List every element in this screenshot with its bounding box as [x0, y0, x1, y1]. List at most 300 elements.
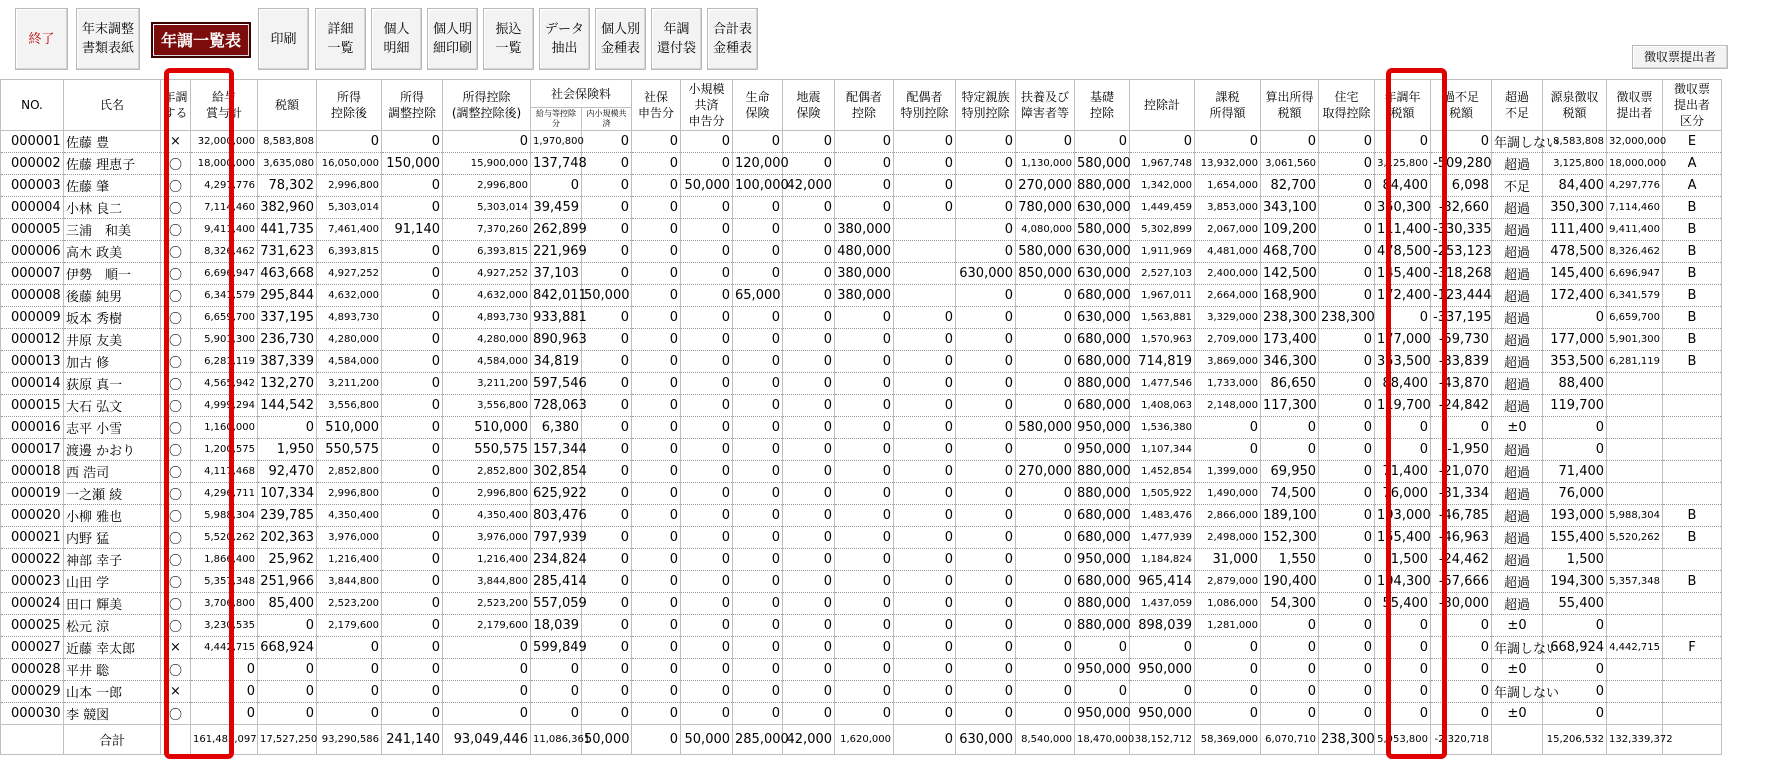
row-income-adj[interactable]: 0: [382, 637, 443, 659]
row-taxable[interactable]: 2,879,000: [1195, 571, 1261, 593]
row-life[interactable]: 0: [733, 263, 783, 285]
row-over-short-tax[interactable]: -21,070: [1431, 461, 1492, 483]
row-small-mutual[interactable]: 0: [681, 659, 733, 681]
row-taxable[interactable]: 2,148,000: [1195, 395, 1261, 417]
row-social-report[interactable]: 0: [632, 197, 681, 219]
row-calc-tax[interactable]: 0: [1261, 681, 1319, 703]
row-life[interactable]: 0: [733, 307, 783, 329]
row-submitter[interactable]: 32,000,000: [1607, 131, 1663, 153]
row-nencho-check[interactable]: 〇: [161, 527, 191, 549]
row-tax[interactable]: 92,470: [258, 461, 317, 483]
row-social-report[interactable]: 0: [632, 329, 681, 351]
row-life[interactable]: 0: [733, 351, 783, 373]
row-salary[interactable]: 4,297,776: [191, 175, 258, 197]
row-quake[interactable]: 0: [783, 483, 835, 505]
row-over-short-tax[interactable]: -330,335: [1431, 219, 1492, 241]
row-small-mutual[interactable]: 0: [681, 263, 733, 285]
row-annual-tax[interactable]: 177,000: [1375, 329, 1431, 351]
row-over-short-tax[interactable]: -33,839: [1431, 351, 1492, 373]
row-small-mutual[interactable]: 0: [681, 637, 733, 659]
row-dependents[interactable]: 0: [1016, 307, 1075, 329]
row-social-small[interactable]: 0: [582, 263, 632, 285]
row-spouse-special[interactable]: 0: [894, 175, 956, 197]
row-submitter[interactable]: 6,659,700: [1607, 307, 1663, 329]
row-social[interactable]: 157,344: [531, 439, 582, 461]
row-dependents[interactable]: 0: [1016, 593, 1075, 615]
row-life[interactable]: 0: [733, 703, 783, 725]
row-class[interactable]: [1663, 417, 1722, 439]
row-dependents[interactable]: 0: [1016, 439, 1075, 461]
row-spouse[interactable]: 0: [835, 637, 894, 659]
row-spouse-special[interactable]: 0: [894, 637, 956, 659]
row-name[interactable]: 高木 政美: [64, 241, 161, 263]
row-submitter[interactable]: [1607, 461, 1663, 483]
row-quake[interactable]: 0: [783, 395, 835, 417]
row-spouse-special[interactable]: 0: [894, 373, 956, 395]
row-social-small[interactable]: 0: [582, 549, 632, 571]
row-spouse[interactable]: 0: [835, 417, 894, 439]
row-spouse-special[interactable]: 0: [894, 131, 956, 153]
row-over-short-tax[interactable]: 6,098: [1431, 175, 1492, 197]
table-row[interactable]: [1, 439, 1722, 461]
row-social[interactable]: 1,970,800: [531, 131, 582, 153]
row-taxable[interactable]: 0: [1195, 131, 1261, 153]
personal-denomination-button[interactable]: 個人別 金種表: [595, 8, 646, 70]
row-spouse[interactable]: 0: [835, 703, 894, 725]
row-dependents[interactable]: 1,130,000: [1016, 153, 1075, 175]
row-dependents[interactable]: 780,000: [1016, 197, 1075, 219]
row-social[interactable]: 34,819: [531, 351, 582, 373]
row-submitter[interactable]: [1607, 615, 1663, 637]
row-small-mutual[interactable]: 0: [681, 439, 733, 461]
row-deduct-total[interactable]: 1,437,059: [1130, 593, 1195, 615]
row-income-adj[interactable]: 0: [382, 505, 443, 527]
row-annual-tax[interactable]: 55,400: [1375, 593, 1431, 615]
row-name[interactable]: 佐藤 理恵子: [64, 153, 161, 175]
row-relative[interactable]: 0: [956, 549, 1016, 571]
row-tax[interactable]: 463,668: [258, 263, 317, 285]
row-annual-tax[interactable]: 0: [1375, 417, 1431, 439]
row-salary[interactable]: 1,160,000: [191, 417, 258, 439]
row-status[interactable]: 超過: [1492, 527, 1543, 549]
row-social[interactable]: 890,963: [531, 329, 582, 351]
row-submitter[interactable]: 8,326,462: [1607, 241, 1663, 263]
row-withheld[interactable]: 350,300: [1543, 197, 1607, 219]
row-basic[interactable]: 680,000: [1075, 527, 1130, 549]
row-housing[interactable]: 0: [1319, 285, 1375, 307]
row-class[interactable]: B: [1663, 329, 1722, 351]
row-life[interactable]: 0: [733, 483, 783, 505]
row-after-adj[interactable]: 3,211,200: [443, 373, 531, 395]
row-calc-tax[interactable]: 190,400: [1261, 571, 1319, 593]
row-no[interactable]: 000029: [1, 681, 64, 703]
row-tax[interactable]: 0: [258, 703, 317, 725]
row-basic[interactable]: 580,000: [1075, 153, 1130, 175]
row-tax[interactable]: 337,195: [258, 307, 317, 329]
row-social-small[interactable]: 0: [582, 131, 632, 153]
row-housing[interactable]: 0: [1319, 263, 1375, 285]
row-status[interactable]: 超過: [1492, 241, 1543, 263]
row-calc-tax[interactable]: 1,550: [1261, 549, 1319, 571]
row-name[interactable]: 荻原 真一: [64, 373, 161, 395]
row-income-adj[interactable]: 0: [382, 549, 443, 571]
row-after-income[interactable]: 0: [317, 703, 382, 725]
row-taxable[interactable]: 1,490,000: [1195, 483, 1261, 505]
row-small-mutual[interactable]: 0: [681, 307, 733, 329]
row-income-adj[interactable]: 91,140: [382, 219, 443, 241]
row-annual-tax[interactable]: 0: [1375, 659, 1431, 681]
row-spouse[interactable]: 0: [835, 593, 894, 615]
row-withheld[interactable]: 353,500: [1543, 351, 1607, 373]
row-no[interactable]: 000025: [1, 615, 64, 637]
row-social-small[interactable]: 0: [582, 307, 632, 329]
row-relative[interactable]: 0: [956, 285, 1016, 307]
row-spouse[interactable]: 380,000: [835, 285, 894, 307]
row-social-small[interactable]: 0: [582, 219, 632, 241]
row-dependents[interactable]: 0: [1016, 703, 1075, 725]
row-withheld[interactable]: 172,400: [1543, 285, 1607, 307]
row-nencho-check[interactable]: 〇: [161, 549, 191, 571]
row-calc-tax[interactable]: 343,100: [1261, 197, 1319, 219]
transfer-list-button[interactable]: 振込 一覧: [483, 8, 534, 70]
row-annual-tax[interactable]: 172,400: [1375, 285, 1431, 307]
row-after-income[interactable]: 6,393,815: [317, 241, 382, 263]
row-after-income[interactable]: 0: [317, 637, 382, 659]
row-taxable[interactable]: 2,498,000: [1195, 527, 1261, 549]
row-calc-tax[interactable]: 468,700: [1261, 241, 1319, 263]
row-quake[interactable]: 0: [783, 373, 835, 395]
row-tax[interactable]: 107,334: [258, 483, 317, 505]
row-withheld[interactable]: 177,000: [1543, 329, 1607, 351]
row-status[interactable]: 超過: [1492, 219, 1543, 241]
row-withheld[interactable]: 0: [1543, 659, 1607, 681]
row-class[interactable]: [1663, 659, 1722, 681]
table-row[interactable]: [1, 703, 1722, 725]
row-taxable[interactable]: 0: [1195, 659, 1261, 681]
row-nencho-check[interactable]: 〇: [161, 219, 191, 241]
row-name[interactable]: 西 浩司: [64, 461, 161, 483]
row-relative[interactable]: 0: [956, 527, 1016, 549]
row-status[interactable]: 超過: [1492, 395, 1543, 417]
row-deduct-total[interactable]: 965,414: [1130, 571, 1195, 593]
row-social-report[interactable]: 0: [632, 373, 681, 395]
row-after-adj[interactable]: 3,844,800: [443, 571, 531, 593]
row-life[interactable]: 0: [733, 637, 783, 659]
row-social-report[interactable]: 0: [632, 241, 681, 263]
row-quake[interactable]: 0: [783, 703, 835, 725]
row-spouse[interactable]: 0: [835, 351, 894, 373]
row-salary[interactable]: 5,901,300: [191, 329, 258, 351]
row-income-adj[interactable]: 0: [382, 263, 443, 285]
row-after-adj[interactable]: 2,996,800: [443, 175, 531, 197]
row-status[interactable]: 超過: [1492, 373, 1543, 395]
row-relative[interactable]: 0: [956, 241, 1016, 263]
row-over-short-tax[interactable]: -31,334: [1431, 483, 1492, 505]
row-after-income[interactable]: 1,216,400: [317, 549, 382, 571]
row-tax[interactable]: 8,583,808: [258, 131, 317, 153]
row-deduct-total[interactable]: 1,563,881: [1130, 307, 1195, 329]
row-salary[interactable]: 9,411,400: [191, 219, 258, 241]
row-after-income[interactable]: 7,461,400: [317, 219, 382, 241]
row-dependents[interactable]: 0: [1016, 395, 1075, 417]
row-income-adj[interactable]: 0: [382, 373, 443, 395]
row-income-adj[interactable]: 0: [382, 175, 443, 197]
row-salary[interactable]: 1,866,400: [191, 549, 258, 571]
row-social[interactable]: 0: [531, 703, 582, 725]
row-after-adj[interactable]: 4,927,252: [443, 263, 531, 285]
row-tax[interactable]: 1,950: [258, 439, 317, 461]
row-life[interactable]: 65,000: [733, 285, 783, 307]
row-spouse[interactable]: 0: [835, 505, 894, 527]
refund-envelope-button[interactable]: 年調 還付袋: [651, 8, 702, 70]
row-dependents[interactable]: 580,000: [1016, 241, 1075, 263]
row-life[interactable]: 0: [733, 615, 783, 637]
row-social-small[interactable]: 0: [582, 153, 632, 175]
row-spouse-special[interactable]: [894, 263, 956, 285]
row-no[interactable]: 000018: [1, 461, 64, 483]
row-deduct-total[interactable]: 714,819: [1130, 351, 1195, 373]
row-social-small[interactable]: 0: [582, 439, 632, 461]
row-after-adj[interactable]: 3,556,800: [443, 395, 531, 417]
row-submitter[interactable]: 5,357,348: [1607, 571, 1663, 593]
row-taxable[interactable]: 31,000: [1195, 549, 1261, 571]
row-housing[interactable]: 0: [1319, 439, 1375, 461]
row-annual-tax[interactable]: 0: [1375, 703, 1431, 725]
row-life[interactable]: 0: [733, 373, 783, 395]
row-after-income[interactable]: 4,584,000: [317, 351, 382, 373]
row-spouse-special[interactable]: 0: [894, 329, 956, 351]
row-class[interactable]: [1663, 373, 1722, 395]
row-tax[interactable]: 239,785: [258, 505, 317, 527]
row-basic[interactable]: 880,000: [1075, 373, 1130, 395]
row-spouse[interactable]: 0: [835, 615, 894, 637]
row-income-adj[interactable]: 0: [382, 197, 443, 219]
row-name[interactable]: 山田 学: [64, 571, 161, 593]
row-deduct-total[interactable]: 5,302,899: [1130, 219, 1195, 241]
row-spouse-special[interactable]: 0: [894, 659, 956, 681]
row-social-report[interactable]: 0: [632, 131, 681, 153]
row-after-income[interactable]: 4,927,252: [317, 263, 382, 285]
row-name[interactable]: 松元 涼: [64, 615, 161, 637]
row-annual-tax[interactable]: 0: [1375, 131, 1431, 153]
row-no[interactable]: 000023: [1, 571, 64, 593]
row-spouse-special[interactable]: 0: [894, 571, 956, 593]
row-no[interactable]: 000002: [1, 153, 64, 175]
row-spouse-special[interactable]: 0: [894, 483, 956, 505]
row-annual-tax[interactable]: 0: [1375, 637, 1431, 659]
row-deduct-total[interactable]: 1,505,922: [1130, 483, 1195, 505]
row-spouse-special[interactable]: 0: [894, 351, 956, 373]
row-social-small[interactable]: 50,000: [582, 285, 632, 307]
row-housing[interactable]: 0: [1319, 615, 1375, 637]
row-name[interactable]: 井原 友美: [64, 329, 161, 351]
row-spouse[interactable]: 0: [835, 329, 894, 351]
row-nencho-check[interactable]: 〇: [161, 175, 191, 197]
row-income-adj[interactable]: 0: [382, 461, 443, 483]
row-small-mutual[interactable]: 0: [681, 285, 733, 307]
row-spouse-special[interactable]: 0: [894, 153, 956, 175]
row-no[interactable]: 000027: [1, 637, 64, 659]
row-housing[interactable]: 0: [1319, 483, 1375, 505]
row-after-adj[interactable]: 550,575: [443, 439, 531, 461]
row-calc-tax[interactable]: 0: [1261, 615, 1319, 637]
row-status[interactable]: 不足: [1492, 175, 1543, 197]
row-submitter[interactable]: [1607, 373, 1663, 395]
row-social-report[interactable]: 0: [632, 153, 681, 175]
row-no[interactable]: 000015: [1, 395, 64, 417]
row-income-adj[interactable]: 0: [382, 659, 443, 681]
row-spouse-special[interactable]: 0: [894, 505, 956, 527]
row-taxable[interactable]: 0: [1195, 703, 1261, 725]
row-life[interactable]: 0: [733, 197, 783, 219]
row-over-short-tax[interactable]: -1,950: [1431, 439, 1492, 461]
row-small-mutual[interactable]: 0: [681, 483, 733, 505]
row-salary[interactable]: 4,117,468: [191, 461, 258, 483]
row-annual-tax[interactable]: 478,500: [1375, 241, 1431, 263]
row-basic[interactable]: 950,000: [1075, 417, 1130, 439]
row-tax[interactable]: 202,363: [258, 527, 317, 549]
row-small-mutual[interactable]: 0: [681, 219, 733, 241]
row-after-adj[interactable]: 0: [443, 681, 531, 703]
row-submitter[interactable]: [1607, 417, 1663, 439]
row-class[interactable]: E: [1663, 131, 1722, 153]
row-housing[interactable]: 0: [1319, 593, 1375, 615]
row-nencho-check[interactable]: ×: [161, 131, 191, 153]
row-after-income[interactable]: 4,632,000: [317, 285, 382, 307]
row-social[interactable]: 599,849: [531, 637, 582, 659]
row-housing[interactable]: 0: [1319, 505, 1375, 527]
row-tax[interactable]: 25,962: [258, 549, 317, 571]
row-quake[interactable]: 0: [783, 659, 835, 681]
row-taxable[interactable]: 3,329,000: [1195, 307, 1261, 329]
row-tax[interactable]: 295,844: [258, 285, 317, 307]
row-housing[interactable]: 0: [1319, 175, 1375, 197]
row-name[interactable]: 加古 修: [64, 351, 161, 373]
row-dependents[interactable]: 4,080,000: [1016, 219, 1075, 241]
row-basic[interactable]: 0: [1075, 131, 1130, 153]
row-income-adj[interactable]: 0: [382, 527, 443, 549]
table-row[interactable]: [1, 329, 1722, 351]
row-small-mutual[interactable]: 0: [681, 615, 733, 637]
table-row[interactable]: [1, 153, 1722, 175]
row-nencho-check[interactable]: 〇: [161, 461, 191, 483]
row-quake[interactable]: 0: [783, 637, 835, 659]
row-spouse-special[interactable]: 0: [894, 395, 956, 417]
row-social-small[interactable]: 0: [582, 241, 632, 263]
row-calc-tax[interactable]: 189,100: [1261, 505, 1319, 527]
row-after-adj[interactable]: 4,632,000: [443, 285, 531, 307]
row-basic[interactable]: 680,000: [1075, 329, 1130, 351]
row-no[interactable]: 000024: [1, 593, 64, 615]
row-status[interactable]: 超過: [1492, 571, 1543, 593]
row-submitter[interactable]: [1607, 549, 1663, 571]
row-social-small[interactable]: 0: [582, 373, 632, 395]
row-no[interactable]: 000008: [1, 285, 64, 307]
row-name[interactable]: 田口 輝美: [64, 593, 161, 615]
row-status[interactable]: 超過: [1492, 153, 1543, 175]
row-after-adj[interactable]: 15,900,000: [443, 153, 531, 175]
row-social-small[interactable]: 0: [582, 593, 632, 615]
row-name[interactable]: 近藤 幸太郎: [64, 637, 161, 659]
row-name[interactable]: 大石 弘文: [64, 395, 161, 417]
row-social-report[interactable]: 0: [632, 263, 681, 285]
row-tax[interactable]: 0: [258, 615, 317, 637]
row-taxable[interactable]: 1,281,000: [1195, 615, 1261, 637]
row-social-report[interactable]: 0: [632, 527, 681, 549]
row-tax[interactable]: 731,623: [258, 241, 317, 263]
row-deduct-total[interactable]: 1,536,380: [1130, 417, 1195, 439]
print-button[interactable]: 印刷: [258, 8, 309, 70]
row-small-mutual[interactable]: 0: [681, 681, 733, 703]
row-social-report[interactable]: 0: [632, 307, 681, 329]
row-class[interactable]: B: [1663, 505, 1722, 527]
row-calc-tax[interactable]: 82,700: [1261, 175, 1319, 197]
row-nencho-check[interactable]: 〇: [161, 395, 191, 417]
row-spouse[interactable]: 0: [835, 153, 894, 175]
row-social-small[interactable]: 0: [582, 615, 632, 637]
row-class[interactable]: [1663, 681, 1722, 703]
row-taxable[interactable]: 4,481,000: [1195, 241, 1261, 263]
row-tax[interactable]: 441,735: [258, 219, 317, 241]
row-name[interactable]: 伊勢 順一: [64, 263, 161, 285]
row-housing[interactable]: 0: [1319, 461, 1375, 483]
row-spouse[interactable]: 0: [835, 659, 894, 681]
row-dependents[interactable]: 0: [1016, 285, 1075, 307]
row-social-small[interactable]: 0: [582, 483, 632, 505]
row-withheld[interactable]: 0: [1543, 417, 1607, 439]
row-relative[interactable]: 0: [956, 571, 1016, 593]
row-social-report[interactable]: 0: [632, 637, 681, 659]
row-salary[interactable]: 6,281,119: [191, 351, 258, 373]
row-class[interactable]: B: [1663, 263, 1722, 285]
row-over-short-tax[interactable]: 0: [1431, 417, 1492, 439]
row-class[interactable]: [1663, 593, 1722, 615]
row-after-adj[interactable]: 1,216,400: [443, 549, 531, 571]
row-annual-tax[interactable]: 353,500: [1375, 351, 1431, 373]
row-social[interactable]: 728,063: [531, 395, 582, 417]
row-housing[interactable]: 0: [1319, 131, 1375, 153]
row-nencho-check[interactable]: 〇: [161, 241, 191, 263]
row-social-report[interactable]: 0: [632, 219, 681, 241]
row-deduct-total[interactable]: 1,911,969: [1130, 241, 1195, 263]
row-taxable[interactable]: 0: [1195, 417, 1261, 439]
table-row[interactable]: [1, 549, 1722, 571]
row-annual-tax[interactable]: 3,125,800: [1375, 153, 1431, 175]
row-withheld[interactable]: 8,583,808: [1543, 131, 1607, 153]
row-salary[interactable]: 1,200,575: [191, 439, 258, 461]
row-over-short-tax[interactable]: 0: [1431, 615, 1492, 637]
row-no[interactable]: 000004: [1, 197, 64, 219]
row-submitter[interactable]: 4,297,776: [1607, 175, 1663, 197]
row-small-mutual[interactable]: 0: [681, 549, 733, 571]
row-life[interactable]: 0: [733, 505, 783, 527]
row-name[interactable]: 志平 小雪: [64, 417, 161, 439]
row-quake[interactable]: 0: [783, 131, 835, 153]
row-housing[interactable]: 0: [1319, 351, 1375, 373]
row-social-small[interactable]: 0: [582, 329, 632, 351]
row-submitter[interactable]: 6,696,947: [1607, 263, 1663, 285]
row-name[interactable]: 神部 幸子: [64, 549, 161, 571]
row-quake[interactable]: 0: [783, 307, 835, 329]
row-salary[interactable]: 3,706,800: [191, 593, 258, 615]
row-nencho-check[interactable]: 〇: [161, 417, 191, 439]
row-relative[interactable]: 0: [956, 395, 1016, 417]
row-taxable[interactable]: 2,400,000: [1195, 263, 1261, 285]
row-relative[interactable]: 0: [956, 439, 1016, 461]
table-row[interactable]: [1, 637, 1722, 659]
row-relative[interactable]: 0: [956, 153, 1016, 175]
row-over-short-tax[interactable]: -43,870: [1431, 373, 1492, 395]
